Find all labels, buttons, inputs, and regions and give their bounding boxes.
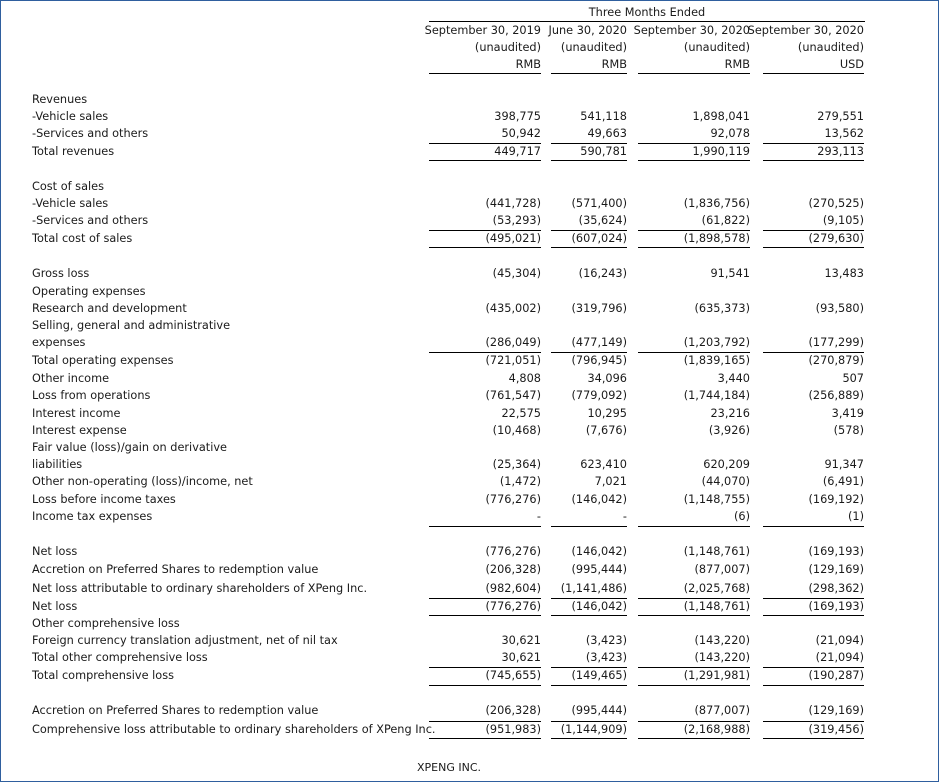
row-label: Research and development <box>32 302 187 315</box>
row-value-col1: 22,575 <box>501 407 541 420</box>
row-value-col1: (776,276) <box>485 545 541 558</box>
total-rule-col3 <box>638 526 750 527</box>
row-value-col4: 13,562 <box>824 127 864 140</box>
col1-audit: (unaudited) <box>474 41 541 54</box>
total-rule-col4 <box>763 160 864 161</box>
total-rule-col2 <box>551 160 627 161</box>
row-value-col3: (1,291,981) <box>683 669 750 682</box>
row-label: Comprehensive loss attributable to ordinary shareholders of XPeng Inc. <box>32 723 436 736</box>
row-value-col3: 1,898,041 <box>692 110 750 123</box>
total-rule-col3 <box>638 143 750 144</box>
row-value-col4: (169,193) <box>808 600 864 613</box>
row-value-col1: (776,276) <box>485 493 541 506</box>
row-value-col3: 620,209 <box>703 458 750 471</box>
row-value-col4: (169,193) <box>808 545 864 558</box>
row-value-col4: (279,630) <box>808 232 864 245</box>
row-value-col4: (6,491) <box>822 475 864 488</box>
company-footer: XPENG INC. <box>417 761 482 774</box>
row-label: Total other comprehensive loss <box>32 651 208 664</box>
row-label: Total operating expenses <box>32 354 174 367</box>
col3-audit: (unaudited) <box>683 41 750 54</box>
row-value-col2: (3,423) <box>585 651 627 664</box>
total-rule-col2 <box>551 143 627 144</box>
row-value-col1: (951,983) <box>485 723 541 736</box>
row-value-col2: (3,423) <box>585 634 627 647</box>
row-value-col1: (776,276) <box>485 600 541 613</box>
total-rule-col2 <box>551 247 627 248</box>
total-rule-col3 <box>638 230 750 231</box>
row-value-col2: (477,149) <box>571 336 627 349</box>
header-rule <box>429 21 865 22</box>
row-value-col2: 10,295 <box>587 407 627 420</box>
row-value-col2: 623,410 <box>580 458 627 471</box>
row-value-col2: (319,796) <box>571 302 627 315</box>
total-rule-col3 <box>638 738 750 739</box>
row-label: liabilities <box>32 458 83 471</box>
row-label: Net loss attributable to ordinary shareholders of XPeng Inc. <box>32 582 368 595</box>
row-value-col2: (1,141,486) <box>560 582 627 595</box>
row-value-col4: (129,169) <box>808 563 864 576</box>
row-value-col3: (877,007) <box>694 563 750 576</box>
row-value-col1: (761,547) <box>485 389 541 402</box>
row-label: Total comprehensive loss <box>32 669 174 682</box>
row-value-col4: (93,580) <box>815 302 864 315</box>
row-value-col1: (435,002) <box>485 302 541 315</box>
row-value-col3: (1,148,761) <box>683 545 750 558</box>
row-value-col2: - <box>622 510 627 523</box>
total-rule-col4 <box>763 526 864 527</box>
col1-header-rule <box>429 73 541 74</box>
col1-currency: RMB <box>515 58 541 71</box>
total-rule-col1 <box>429 738 541 739</box>
row-label: Income tax expenses <box>32 510 153 523</box>
total-rule-col1 <box>429 230 541 231</box>
row-label: Total revenues <box>32 145 115 158</box>
total-rule-col1 <box>429 247 541 248</box>
total-rule-col3 <box>638 615 750 616</box>
row-value-col2: (149,465) <box>571 669 627 682</box>
row-value-col2: 7,021 <box>594 475 627 488</box>
col4-date: September 30, 2020 <box>747 24 864 37</box>
row-label: -Vehicle sales <box>32 110 109 123</box>
row-value-col4: 293,113 <box>817 145 864 158</box>
row-value-col4: (21,094) <box>815 651 864 664</box>
total-rule-col1 <box>429 143 541 144</box>
row-value-col4: (21,094) <box>815 634 864 647</box>
period-header: Three Months Ended <box>588 6 706 19</box>
row-value-col3: (1,148,755) <box>683 493 750 506</box>
total-rule-col3 <box>638 247 750 248</box>
row-label: Net loss <box>32 600 78 613</box>
row-value-col3: 92,078 <box>710 127 750 140</box>
row-value-col2: 34,096 <box>587 372 627 385</box>
col2-currency: RMB <box>601 58 627 71</box>
row-value-col1: (25,364) <box>492 458 541 471</box>
row-value-col2: (796,945) <box>571 354 627 367</box>
row-value-col3: (877,007) <box>694 704 750 717</box>
row-label: -Vehicle sales <box>32 197 109 210</box>
row-value-col1: (441,728) <box>485 197 541 210</box>
row-value-col4: 91,347 <box>824 458 864 471</box>
row-value-col4: (177,299) <box>808 336 864 349</box>
total-rule-col3 <box>638 667 750 668</box>
row-label: Revenues <box>32 93 88 106</box>
row-value-col2: 541,118 <box>580 110 627 123</box>
row-value-col2: (607,024) <box>571 232 627 245</box>
row-value-col2: (35,624) <box>578 214 627 227</box>
total-rule-col3 <box>638 598 750 599</box>
row-value-col4: 13,483 <box>824 267 864 280</box>
row-value-col3: (1,898,578) <box>683 232 750 245</box>
row-value-col1: - <box>536 510 541 523</box>
row-label: -Services and others <box>32 214 149 227</box>
total-rule-col1 <box>429 160 541 161</box>
total-rule-col4 <box>763 598 864 599</box>
row-value-col2: (995,444) <box>571 563 627 576</box>
total-rule-col3 <box>638 160 750 161</box>
row-label: Interest income <box>32 407 121 420</box>
total-rule-col1 <box>429 352 541 353</box>
total-rule-col2 <box>551 721 627 722</box>
total-rule-col4 <box>763 615 864 616</box>
row-value-col1: 449,717 <box>494 145 541 158</box>
col3-header-rule <box>638 73 750 74</box>
row-value-col2: (571,400) <box>571 197 627 210</box>
total-rule-col4 <box>763 738 864 739</box>
row-value-col4: (169,192) <box>808 493 864 506</box>
row-label: Accretion on Preferred Shares to redemption value <box>32 704 319 717</box>
total-rule-col3 <box>638 685 750 686</box>
total-rule-col3 <box>638 352 750 353</box>
row-value-col3: (1,839,165) <box>683 354 750 367</box>
row-value-col1: 4,808 <box>508 372 541 385</box>
row-value-col1: (982,604) <box>485 582 541 595</box>
row-label: Other comprehensive loss <box>32 617 180 630</box>
col2-audit: (unaudited) <box>560 41 627 54</box>
row-label: Loss from operations <box>32 389 151 402</box>
row-value-col3: (44,070) <box>701 475 750 488</box>
row-value-col3: (1,203,792) <box>683 336 750 349</box>
row-value-col1: 398,775 <box>494 110 541 123</box>
row-value-col4: (1) <box>847 510 864 523</box>
row-value-col3: (6) <box>733 510 750 523</box>
total-rule-col4 <box>763 667 864 668</box>
row-value-col1: (1,472) <box>499 475 541 488</box>
row-value-col3: 23,216 <box>710 407 750 420</box>
row-label: Other non-operating (loss)/income, net <box>32 475 253 488</box>
row-value-col3: (61,822) <box>701 214 750 227</box>
row-value-col1: (53,293) <box>492 214 541 227</box>
row-value-col4: (129,169) <box>808 704 864 717</box>
col2-date: June 30, 2020 <box>548 24 627 37</box>
row-value-col2: (7,676) <box>585 424 627 437</box>
total-rule-col4 <box>763 230 864 231</box>
total-rule-col4 <box>763 352 864 353</box>
total-rule-col2 <box>551 615 627 616</box>
row-value-col1: (495,021) <box>485 232 541 245</box>
total-rule-col1 <box>429 598 541 599</box>
row-value-col2: (146,042) <box>571 600 627 613</box>
row-label: Other income <box>32 372 110 385</box>
row-value-col4: 507 <box>842 372 864 385</box>
total-rule-col2 <box>551 352 627 353</box>
row-value-col2: 49,663 <box>587 127 627 140</box>
total-rule-col4 <box>763 721 864 722</box>
col2-header-rule <box>551 73 627 74</box>
total-rule-col2 <box>551 738 627 739</box>
row-value-col2: (1,144,909) <box>560 723 627 736</box>
row-value-col3: (2,168,988) <box>683 723 750 736</box>
row-value-col3: 91,541 <box>710 267 750 280</box>
row-value-col1: (286,049) <box>485 336 541 349</box>
row-value-col4: (270,525) <box>808 197 864 210</box>
row-value-col3: (3,926) <box>708 424 750 437</box>
row-value-col1: (206,328) <box>485 704 541 717</box>
row-value-col2: (146,042) <box>571 493 627 506</box>
row-value-col3: (143,220) <box>694 651 750 664</box>
total-rule-col2 <box>551 667 627 668</box>
col3-currency: RMB <box>724 58 750 71</box>
row-value-col4: (190,287) <box>808 669 864 682</box>
col4-header-rule <box>763 73 864 74</box>
row-label: Total cost of sales <box>32 232 133 245</box>
row-label: Accretion on Preferred Shares to redemption value <box>32 563 319 576</box>
total-rule-col1 <box>429 526 541 527</box>
row-value-col4: (319,456) <box>808 723 864 736</box>
row-value-col1: (721,051) <box>485 354 541 367</box>
row-value-col3: (1,744,184) <box>683 389 750 402</box>
row-label: Gross loss <box>32 267 90 280</box>
row-label: Loss before income taxes <box>32 493 176 506</box>
total-rule-col2 <box>551 230 627 231</box>
total-rule-col1 <box>429 721 541 722</box>
row-label: Fair value (loss)/gain on derivative <box>32 441 228 454</box>
row-value-col3: (143,220) <box>694 634 750 647</box>
total-rule-col4 <box>763 143 864 144</box>
row-value-col2: (16,243) <box>578 267 627 280</box>
total-rule-col4 <box>763 247 864 248</box>
row-value-col2: (146,042) <box>571 545 627 558</box>
row-value-col1: (45,304) <box>492 267 541 280</box>
row-label: -Services and others <box>32 127 149 140</box>
total-rule-col2 <box>551 685 627 686</box>
row-value-col3: (1,148,761) <box>683 600 750 613</box>
total-rule-col2 <box>551 598 627 599</box>
row-value-col1: 50,942 <box>501 127 541 140</box>
row-value-col2: (779,092) <box>571 389 627 402</box>
row-value-col2: (995,444) <box>571 704 627 717</box>
row-value-col2: 590,781 <box>580 145 627 158</box>
row-value-col4: (9,105) <box>822 214 864 227</box>
row-value-col4: 3,419 <box>831 407 864 420</box>
row-value-col4: (578) <box>833 424 864 437</box>
row-label: Net loss <box>32 545 78 558</box>
row-value-col3: (635,373) <box>694 302 750 315</box>
total-rule-col1 <box>429 685 541 686</box>
row-value-col4: (256,889) <box>808 389 864 402</box>
row-label: expenses <box>32 336 86 349</box>
row-value-col4: 279,551 <box>817 110 864 123</box>
row-value-col3: 3,440 <box>717 372 750 385</box>
row-value-col1: (745,655) <box>485 669 541 682</box>
col1-date: September 30, 2019 <box>424 24 541 37</box>
row-value-col1: 30,621 <box>501 651 541 664</box>
total-rule-col1 <box>429 667 541 668</box>
col4-audit: (unaudited) <box>797 41 864 54</box>
row-value-col4: (270,879) <box>808 354 864 367</box>
row-value-col1: (206,328) <box>485 563 541 576</box>
row-label: Foreign currency translation adjustment, net of nil tax <box>32 634 338 647</box>
row-value-col3: (2,025,768) <box>683 582 750 595</box>
total-rule-col3 <box>638 721 750 722</box>
row-value-col1: 30,621 <box>501 634 541 647</box>
total-rule-col4 <box>763 685 864 686</box>
row-value-col4: (298,362) <box>808 582 864 595</box>
row-label: Cost of sales <box>32 180 104 193</box>
row-label: Operating expenses <box>32 285 146 298</box>
row-value-col3: 1,990,119 <box>692 145 750 158</box>
total-rule-col1 <box>429 615 541 616</box>
col3-date: September 30, 2020 <box>633 24 750 37</box>
row-label: Selling, general and administrative <box>32 319 231 332</box>
row-label: Interest expense <box>32 424 127 437</box>
col4-currency: USD <box>839 58 864 71</box>
row-value-col3: (1,836,756) <box>683 197 750 210</box>
row-value-col1: (10,468) <box>492 424 541 437</box>
total-rule-col2 <box>551 526 627 527</box>
